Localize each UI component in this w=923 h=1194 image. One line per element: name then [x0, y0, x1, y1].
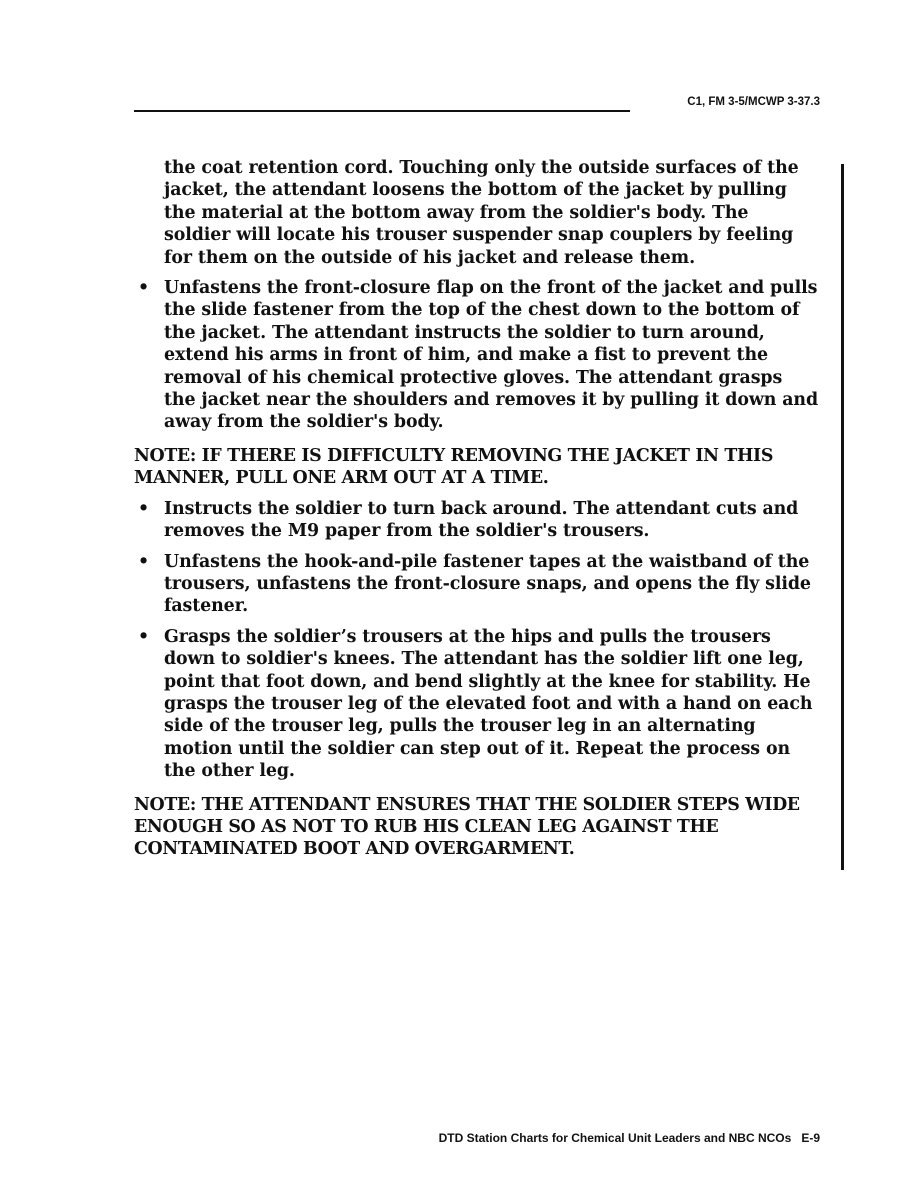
- list-item-text: Unfastens the front-closure flap on the front of the jacket and pulls the slide fastener from the top of the chest down to the bottom of the jacket. The attendant instructs the soldier to turn around, extend his arms in front of him, and make a fist to prevent the removal of his chemical protective gloves. The attendant grasps the jacket near the shoulders and removes it by pulling it down and away from the soldier's body.: [164, 278, 819, 433]
- list-item-text: Unfastens the hook-and-pile fastener tapes at the waistband of the trousers, unfastens the front-closure snaps, and opens the fly slide fastener.: [164, 551, 811, 617]
- note-clean-leg: NOTE: THE ATTENDANT ENSURES THAT THE SOLDIER STEPS WIDE ENOUGH SO AS NOT TO RUB HIS CLEAN LEG AGAINST THE CONTAMINATED BOOT AND OVERGARMENT.: [134, 794, 800, 860]
- bullet-icon: •: [138, 498, 150, 519]
- bullet-icon: •: [138, 278, 150, 299]
- list-item: [134, 626, 819, 783]
- list-item-text: Grasps the soldier’s trousers at the hips and pulls the trousers down to soldier's knees. The attendant has the soldier lift one leg, point that foot down, and bend slightly at the knee for stability. He grasps the trouser leg of the elevated foot and with a hand on each side of the trouser leg, pulls the trouser leg in an alternating motion until the soldier can step out of it. Repeat the process on the other leg.: [164, 626, 813, 782]
- bullet-icon: •: [138, 551, 150, 572]
- header-rule: [134, 110, 630, 112]
- change-bar: [841, 164, 844, 870]
- page-body: [134, 157, 819, 864]
- list-item: [134, 551, 819, 618]
- list-item: [134, 277, 819, 434]
- continued-paragraph: the coat retention cord. Touching only the outside surfaces of the jacket, the attendant loosens the bottom of the jacket by pulling the material at the bottom away from the soldier's body. The soldier will locate his trouser suspender snap couplers by feeling for them on the outside of his jacket and release them.: [164, 158, 799, 268]
- note-jacket-removal: NOTE: IF THERE IS DIFFICULTY REMOVING THE JACKET IN THIS MANNER, PULL ONE ARM OUT AT A TIME.: [134, 445, 774, 489]
- footer-title-page-number: DTD Station Charts for Chemical Unit Leaders and NBC NCOs E-9: [438, 1131, 820, 1145]
- bullet-icon: •: [138, 626, 150, 647]
- list-item-text: Instructs the soldier to turn back around. The attendant cuts and removes the M9 paper from the soldier's trousers.: [164, 498, 799, 542]
- header-doc-id: C1, FM 3-5/MCWP 3-37.3: [687, 96, 820, 108]
- list-item: [134, 498, 819, 543]
